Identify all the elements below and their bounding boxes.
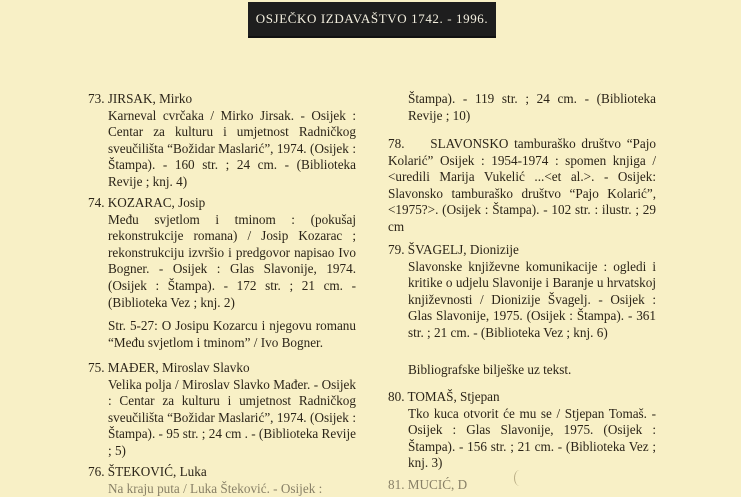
entry-78-number: 78. — [388, 136, 405, 151]
entry-75-body: Velika polja / Miroslav Slavko Mađer. - Osijek : Centar za kulturu i umjetnost Radničkog sveučilišta “Božidar Maslarić”, 1974. (Osijek : Štampa). - 95 str. ; 24 cm . - (Biblioteka Revije ; 5) — [108, 376, 356, 458]
entry-78 — [388, 136, 656, 236]
entry-79 — [388, 242, 656, 342]
entry-78-text: SLAVONSKO tamburaško društvo “Pajo Kolarić” Osijek : 1954-1974 : spomen knjiga / <uredili Marija Vukelić ...<et al.>. - Osijek: Slavonsko tamburaško društvo “Pajo Kolarić”, <1975?>. (Osijek : Štampa). - 102 str. : ilustr. ; 29 cm — [388, 136, 657, 234]
entry-77-continuation: Štampa). - 119 str. ; 24 cm. - (Biblioteka Revije ; 10) — [408, 91, 656, 123]
entry-81-partial: 81. MUCIĆ, D — [388, 477, 468, 492]
entry-80 — [388, 389, 656, 472]
entry-74-heading: 74. KOZARAC, Josip — [88, 195, 206, 210]
entry-79-body: Slavonske književne komunikacije : ogledi i kritike o udjelu Slavonije i Baranje u hrvatskoj književnosti / Dionizije Švagelj. - Osijek : Glas Slavonije, 1975. (Osijek : Štampa). - 361 str. ; 21 cm. - (Biblioteka Vez ; knj. 6) — [408, 258, 656, 340]
entry-73 — [88, 91, 356, 191]
page-mark — [514, 470, 525, 486]
entry-78-body — [388, 136, 656, 236]
entry-74-body: Među svjetlom i tminom : (pokušaj rekonstrukcije romana) / Josip Kozarac ; rekonstrukciju izvršio i predgovor napisao Ivo Bogner. - Osijek : Glas Slavonije, 1974. (Osijek : Štampa). - 172 str. ; 21 cm. - (Biblioteka Vez ; knj. 2) — [108, 211, 356, 310]
entry-79-heading: 79. ŠVAGELJ, Dionizije — [388, 242, 519, 257]
entry-73-body: Karneval cvrčaka / Mirko Jirsak. - Osijek : Centar za kulturu i umjetnost Radničkog sveučilišta “Božidar Maslarić”, 1974. (Osijek : Štampa). - 160 str. ; 24 cm. - (Biblioteka Revije ; knj. 4) — [108, 107, 356, 189]
entry-80-body: Tko kuca otvorit će mu se / Stjepan Tomaš. - Osijek : Glas Slavonije, 1975. (Osijek : Štampa). - 156 str. ; 21 cm. - (Biblioteka Vez ; knj. 3) — [408, 405, 656, 471]
entry-76-partial: Na kraju puta / Luka Šteković. - Osijek : — [108, 480, 323, 496]
entry-80-heading: 80. TOMAŠ, Stjepan — [388, 389, 500, 404]
entry-74-note: Str. 5-27: O Josipu Kozarcu i njegovu romanu “Među svjetlom i tminom” / Ivo Bogner. — [108, 318, 356, 350]
entry-76-heading: 76. ŠTEKOVIĆ, Luka — [88, 464, 207, 479]
entry-75 — [88, 360, 356, 460]
entry-73-heading: 73. JIRSAK, Mirko — [88, 91, 193, 106]
entry-75-heading: 75. MAĐER, Miroslav Slavko — [88, 360, 250, 375]
entry-76 — [88, 464, 356, 497]
running-header — [248, 2, 496, 38]
running-header-title: OSJEČKO IZDAVAŠTVO 1742. - 1996. — [255, 11, 489, 26]
entry-74 — [88, 195, 356, 311]
entry-79-note: Bibliografske bilješke uz tekst. — [408, 362, 572, 377]
